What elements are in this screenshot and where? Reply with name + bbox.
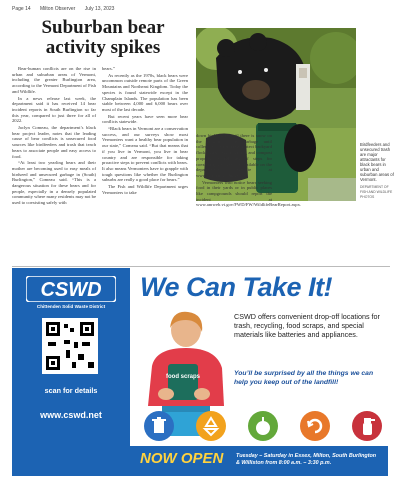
article-column-2 xyxy=(102,66,188,196)
qr-code-icon xyxy=(42,318,98,374)
paragraph: Jaclyn Comeau, the department’s black bear project leader, notes that the leading cause of bear conflicts is unsecured food sources like birdfeeders and trash that teach bears to associate people and easy access to food. xyxy=(12,125,96,159)
paragraph: In a news release last week, the department said it has received 14 bear incident reports in South Burlington so far this year, compared to just three for all of 2022. xyxy=(12,95,96,124)
scan-label: scan for details xyxy=(44,386,98,395)
hours-line-2: & Williston from 8:00 a.m. – 3:30 p.m. xyxy=(236,460,332,466)
page-header xyxy=(12,6,122,12)
district-name: Chittenden Solid Waste District xyxy=(36,304,106,309)
open-hours xyxy=(236,453,386,467)
photo-credit: DEPARTMENT OF FISH AND WILDLIFE PHOTOS xyxy=(360,185,393,199)
publication-name: Milton Observer xyxy=(40,6,76,12)
paragraph: Vermonters who notice bears seeking food in their yards or in public places like campgrounds should report the incident at www.anrweb.vt.gov/FWD/FW/WildlifeBearReport.aspx. xyxy=(196,179,302,208)
ad-left-panel xyxy=(12,268,130,476)
caption-text: Birdfeeders and unsecured trash are major attractants for black bears in urban and suburban areas of Vermont. xyxy=(360,142,394,182)
paragraph: “Black bears in Vermont are a conservation success, and our surveys show most Vermonters want a healthy bear population in our state,” Comeau said. “But that means that if you live in Vermont, you live in bear country and are responsible for taking proactive steps to prevent conflicts with bears. It also means Vermonters have to grapple with tough questions like whether the Burlington suburbs are really a good place for bears.” xyxy=(102,126,188,183)
now-open-banner xyxy=(130,446,388,476)
issue-date: July 13, 2023 xyxy=(84,6,115,12)
ad-body-text: CSWD offers convenient drop-off locations for trash, recycling, food scraps, and special materials like batteries and appliances. xyxy=(234,312,380,340)
spray-bottle-icon xyxy=(352,411,382,441)
paragraph: Bear-human conflicts are on the rise in urban and suburban areas of Vermont, including the greater Burlington area, according to the Vermont Department of Fish and Wildlife. xyxy=(12,66,96,94)
ad-emphasis-text: You’ll be surprised by all the things we can help you keep out of the landfill! xyxy=(234,370,374,386)
trash-bin-icon xyxy=(144,411,174,441)
cswd-logo-mark xyxy=(26,276,116,302)
headline-line-1: Suburban bear xyxy=(41,17,165,38)
paragraph: As recently as the 1970s, black bears were uncommon outside remote parts of the Green Mountains and Northeast Kingdom. Today the species is found statewide except in the Champlain Islands. The population has been stable between 4,000 and 6,000 bears over most of the last decade. xyxy=(102,72,188,112)
article-column-1 xyxy=(12,66,96,207)
paragraph: bears.” xyxy=(102,66,115,71)
paragraph: But recent years have seen more bear conflicts statewide. xyxy=(102,113,188,125)
section-divider xyxy=(12,266,390,267)
paragraph: The Fish and Wildlife Department urges Vermonters to take xyxy=(102,184,188,195)
recycle-icon xyxy=(196,411,226,441)
service-icons-row xyxy=(130,408,388,444)
article-headline xyxy=(14,18,192,58)
ad-website-link[interactable]: www.cswd.net xyxy=(40,410,102,420)
paragraph: “At least two yearling bears and their mother are becoming used to easy meals of birdseed and unsecured garbage in (South) Burlington,” Comeau said. “This is a dangerous situation for these bears and for people, especially in a densely populated community where many residents may not be used to coexisting safely with xyxy=(12,160,96,206)
paragraph: down birdfeeders until there is snow on the ground, secure garbage until collection day morning, protect backyard flocks with electric fencing and compost properly. A full list of steps for coexisting with bears is available on the department’s website at www.vtfishandwildlife.com. xyxy=(196,133,272,178)
logo-text: CSWD xyxy=(40,279,102,301)
cswd-advertisement xyxy=(12,268,388,476)
refresh-icon xyxy=(300,411,330,441)
article-column-3 xyxy=(196,133,302,209)
now-open-label: NOW OPEN xyxy=(140,450,224,467)
bin-label: food scraps xyxy=(165,374,201,380)
qr-code[interactable] xyxy=(42,318,98,374)
apple-icon xyxy=(248,411,278,441)
page-number: Page 14 xyxy=(12,6,31,12)
cswd-logo xyxy=(26,276,116,302)
photo-caption xyxy=(360,142,396,200)
hours-line-1: Tuesday – Saturday in Essex, Milton, South Burlington xyxy=(236,453,377,459)
headline-line-2: activity spikes xyxy=(45,37,161,58)
ad-headline: We Can Take It! xyxy=(140,272,333,302)
